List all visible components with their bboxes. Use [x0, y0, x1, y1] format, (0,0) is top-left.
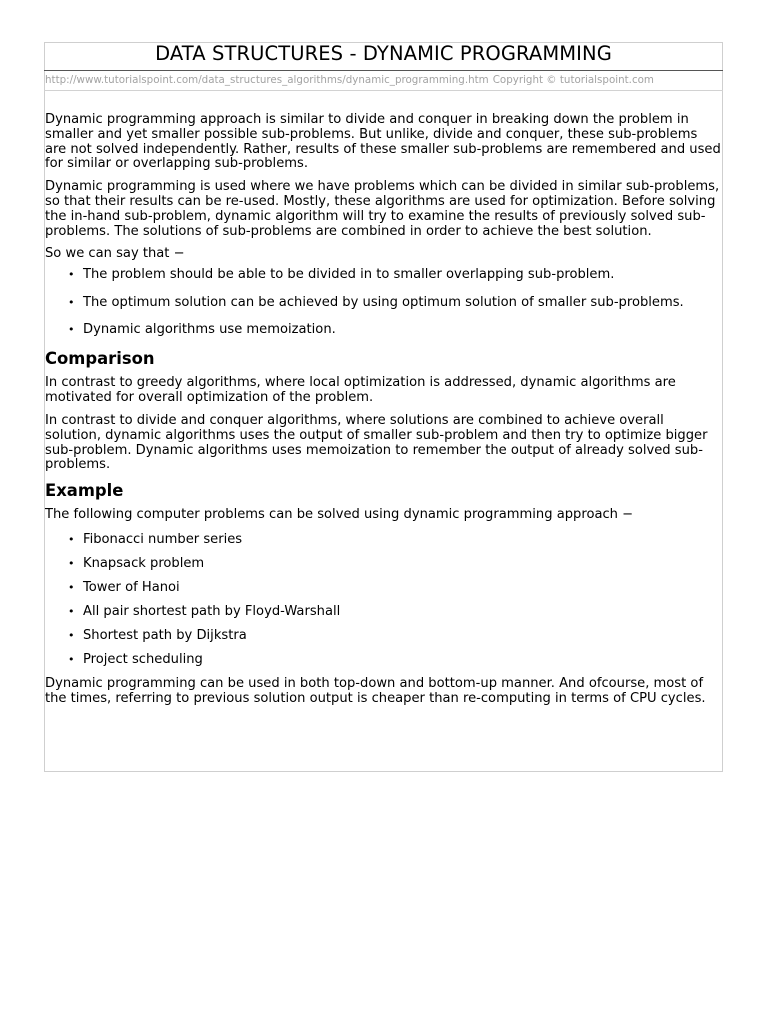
list-item: • Shortest path by Dijkstra — [83, 629, 722, 644]
example-heading: Example — [45, 481, 124, 501]
list-item: • The problem should be able to be divided in to smaller overlapping sub-problem. — [83, 268, 722, 283]
list-item: • Tower of Hanoi — [83, 581, 722, 596]
comparison-paragraph-1: In contrast to greedy algorithms, where local optimization is addressed, dynamic algorithms are motivated for overall optimization of the problem. — [45, 375, 676, 406]
title-divider — [44, 70, 723, 71]
article-body — [45, 113, 722, 714]
copyright-notice: Copyright © tutorialspoint.com — [492, 74, 654, 86]
intro-paragraph-3: So we can say that − — [45, 246, 185, 262]
list-item: • Dynamic algorithms use memoization. — [83, 323, 722, 338]
example-intro: The following computer problems can be solved using dynamic programming approach − — [45, 507, 634, 523]
list-item: • Fibonacci number series — [83, 533, 722, 548]
examples-list — [45, 533, 722, 668]
list-item: • Knapsack problem — [83, 557, 722, 572]
closing-paragraph: Dynamic programming can be used in both top-down and bottom-up manner. And ofcourse, most of the times, referring to previous solution output is cheaper than re-computing in terms of CPU cycles. — [45, 675, 706, 706]
source-url[interactable]: http://www.tutorialspoint.com/data_structures_algorithms/dynamic_programming.htm — [45, 74, 489, 86]
intro-paragraph-2: Dynamic programming is used where we have problems which can be divided in similar sub-problems, so that their results can be re-used. Mostly, these algorithms are used for optimization. Before solving the in-hand sub-problem, dynamic algorithm will try to examine the results of previously solved sub-problems. The solutions of sub-problems are combined in order to achieve the best solution. — [45, 179, 720, 239]
source-divider — [44, 90, 723, 91]
list-item: • All pair shortest path by Floyd-Warshall — [83, 605, 722, 620]
comparison-paragraph-2: In contrast to divide and conquer algorithms, where solutions are combined to achieve overall solution, dynamic algorithms uses the output of smaller sub-problem and then try to optimize bigger sub-problem. Dynamic algorithms uses memoization to remember the output of already solved sub-problems. — [45, 412, 708, 473]
list-item: • The optimum solution can be achieved by using optimum solution of smaller sub-problems. — [83, 296, 722, 311]
page-title: DATA STRUCTURES - DYNAMIC PROGRAMMING — [155, 42, 612, 65]
list-item: • Project scheduling — [83, 653, 722, 668]
properties-list — [45, 268, 722, 338]
intro-paragraph-1: Dynamic programming approach is similar to divide and conquer in breaking down the problem in smaller and yet smaller possible sub-problems. But unlike, divide and conquer, these sub-problems are not solved independently. Rather, results of these smaller sub-problems are remembered and used for similar or overlapping sub-problems. — [45, 112, 721, 172]
comparison-heading: Comparison — [45, 349, 155, 369]
source-line — [45, 74, 722, 86]
